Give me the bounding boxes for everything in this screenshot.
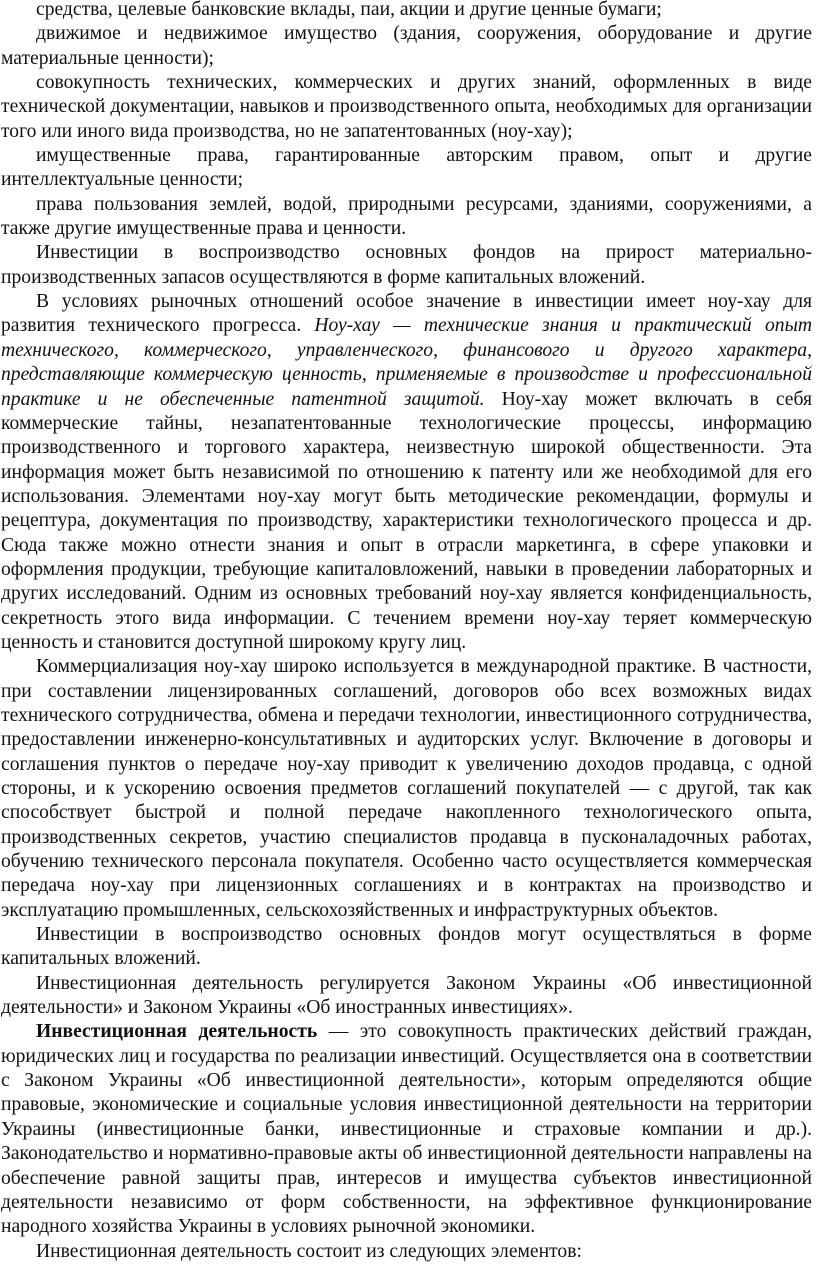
paragraph-commercialization: Коммерциализация ноу-хау широко используется в международной практике. В частности, при составлении лицензированных соглашений, договоров обо всех возможных видах технического сотрудничества, обмена и передачи технологии, инвестиционного сотрудничества, предоставлении инженерно-консультативных и аудиторских услуг. Включение в договоры и соглашения пунктов о передаче ноу-хау приводит к увеличению доходов продавца, с одной стороны, и к ускорению освоения предметов соглашений покупателей — с другой, так как способствует быстрой и полной передаче накопленного технологического опыта, производственных секретов, участию специалистов продавца в пусконаладочных работах, обучению технического персонала покупателя. Особенно часто осуществляется коммерческая передача ноу-хау при лицензионных соглашениях и в контрактах на производство и эксплуатацию промышленных, сельскохозяйственных и инфраструктурных объектов.	[1, 656, 812, 921]
list-item-know-how: совокупность технических, коммерческих и других знаний, оформленных в виде технической документации, навыков и производственного опыта, необходимых для организации того или иного вида производства, но не запатентованных (ноу-хау);	[1, 72, 812, 142]
investment-activity-term: Инвестиционная деятельность	[36, 1021, 318, 1043]
know-how-intro: В условиях рыночных отношений особое значение в инвестиции имеет ноу-хау для развития технического прогресса.	[1, 291, 812, 337]
list-item-securities: средства, целевые банковские вклады, паи, акции и другие ценные бумаги;	[36, 0, 662, 20]
know-how-details: Ноу-хау может включать в себя коммерческие тайны, незапатентованные технологические процессы, информацию производственного и торгового характера, неизвестную широкой общественности. Эта информация может быть независимой по отношению к патенту или же необходимой для его использования. Элементами ноу-хау могут быть методические рекомендации, формулы и рецептура, документация по производству, характеристики технологического процесса и др. Сюда также можно отнести знания и опыт в отрасли маркетинга, в сфере упаковки и оформления продукции, требующие капиталовложений, навыки в проведении лабораторных и других исследований. Одним из основных требований ноу-хау является конфиденциальность, секретность этого вида информации. С течением времени ноу-хау теряет коммерческую ценность и становится доступной широкому кругу лиц.	[1, 388, 812, 653]
paragraph-know-how	[1, 290, 812, 655]
paragraph-capital-investments: Инвестиции в воспроизводство основных фондов на прирост материально-производственных запасов осуществляются в форме капитальных вложений.	[1, 242, 812, 288]
paragraph-investment-activity	[1, 1020, 812, 1239]
list-item-usage-rights: права пользования землей, водой, природными ресурсами, зданиями, сооружениями, а также другие имущественные права и ценности.	[1, 193, 812, 240]
know-how-definition: Ноу-хау — технические знания и практический опыт технического, коммерческого, управленческого, финансового и другого характера, представляющие коммерческую ценность, применяемые в производстве и профессиональной практике и не обеспеченные патентной защитой.	[1, 315, 812, 410]
paragraph-regulation: Инвестиционная деятельность регулируется Законом Украины «Об инвестиционной деятельности» и Законом Украины «Об иностранных инвестициях».	[1, 972, 812, 1019]
list-item-property-rights: имущественные права, гарантированные авторским правом, опыт и другие интеллектуальные ценности;	[1, 145, 812, 191]
paragraph-fixed-assets: Инвестиции в воспроизводство основных фондов могут осуществляться в форме капитальных вложений.	[1, 924, 812, 970]
paragraph-elements-intro: Инвестиционная деятельность состоит из следующих элементов:	[36, 1240, 582, 1262]
investment-activity-definition: — это совокупность практических действий граждан, юридических лиц и государства по реализации инвестиций. Осуществляется она в соответствии с Законом Украины «Об инвестиционной деятельности», которым определяются общие правовые, экономические и социальные условия инвестиционной деятельности на территории Украины (инвестиционные банки, инвестиционные и страховые компании и др.). Законодательство и нормативно-правовые акты об инвестиционной деятельности направлены на обеспечение равной защиты прав, интересов и имущества субъектов инвестиционной деятельности независимо от форм собственности, на эффективное функционирование народного хозяйства Украины в условиях рыночной экономики.	[1, 1021, 812, 1238]
list-item-property: движимое и недвижимое имущество (здания, сооружения, оборудование и другие материальные ценности);	[1, 23, 812, 69]
